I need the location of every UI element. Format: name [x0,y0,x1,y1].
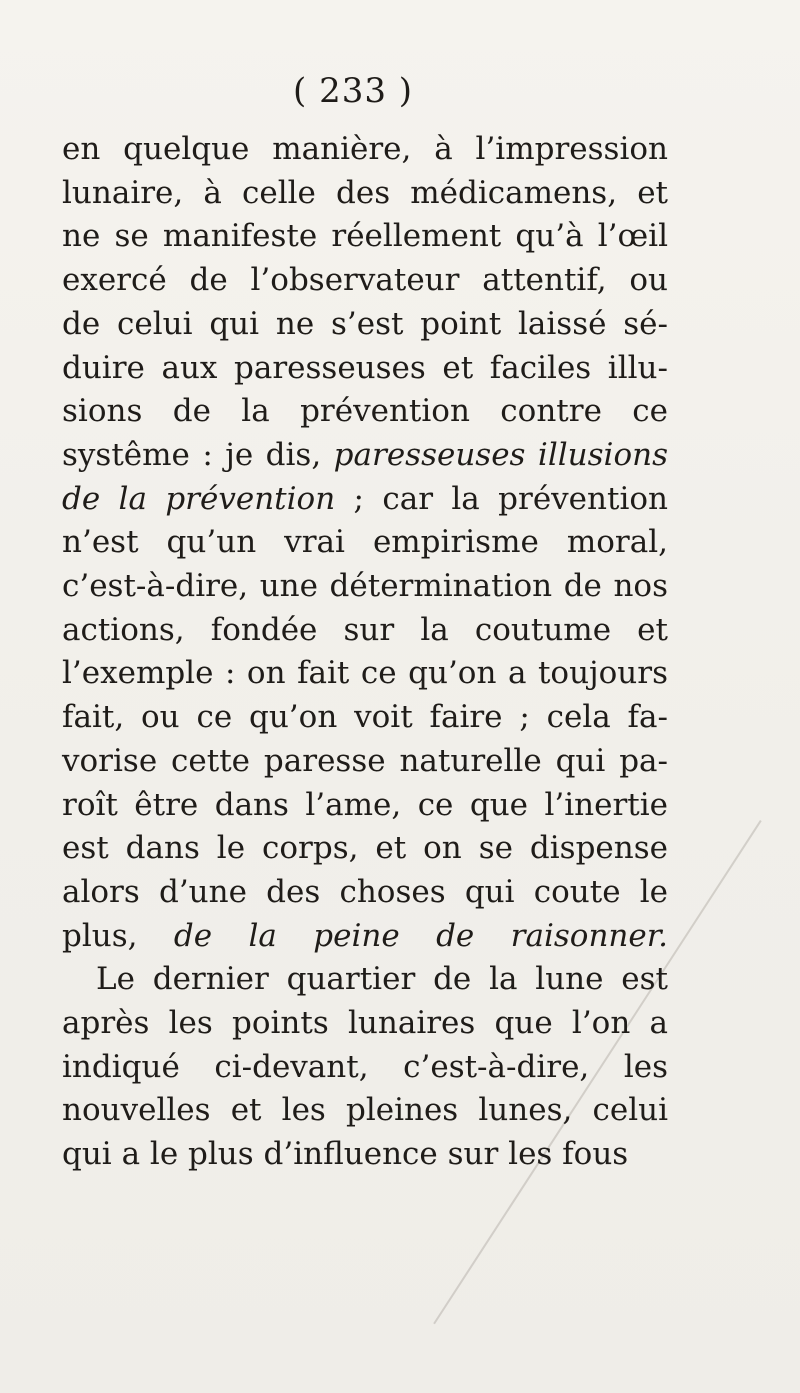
text-line [62,1133,668,1177]
text-segment: alors d’une des choses qui coute le [62,873,668,910]
text-line [62,1002,668,1046]
text-segment: l’exemple : on fait ce qu’on a toujours [62,655,668,692]
italic-text: de la prévention [62,480,336,517]
text-segment: ; car la prévention [335,480,668,517]
text-line [62,259,668,303]
text-line [62,784,668,828]
text-line [62,478,668,522]
text-line [62,1046,668,1090]
body-text [62,128,668,1177]
text-line [62,390,668,434]
italic-text: de la peine de raisonner. [173,917,668,954]
text-segment: fait, ou ce qu’on voit faire ; cela fa- [62,699,668,736]
text-segment: roît être dans l’ame, ce que l’inertie [62,786,668,823]
text-line [62,740,668,784]
page-number: ( 233 ) [293,71,414,111]
text-segment: actions, fondée sur la coutume et [62,611,668,648]
text-segment: plus, [62,917,174,954]
text-segment: c’est-à-dire, une détermination de nos [62,568,668,605]
text-segment: vorise cette paresse naturelle qui pa- [62,742,668,779]
text-segment: indiqué ci-devant, c’est-à-dire, les [62,1048,668,1085]
text-line [62,827,668,871]
text-line [62,1089,668,1133]
text-line [62,521,668,565]
italic-text: paresseuses illusions [333,436,668,473]
text-segment: nouvelles et les pleines lunes, celui [62,1092,668,1129]
text-line [62,652,668,696]
text-line [62,303,668,347]
text-line [62,958,668,1002]
text-line [62,609,668,653]
text-line [62,871,668,915]
text-line [62,128,668,172]
text-line [62,434,668,478]
text-line [62,347,668,391]
text-segment: Le dernier quartier de la lune est [96,961,668,998]
text-segment: après les points lunaires que l’on a [62,1005,668,1042]
text-line [62,215,668,259]
text-segment: exercé de l’observateur attentif, ou [62,262,668,299]
text-segment: en quelque manière, à l’impression [62,131,668,167]
text-segment: qui a le plus d’influence sur les fous [62,1136,629,1173]
text-segment: sions de la prévention contre ce [62,393,668,430]
text-segment: est dans le corps, et on se dispense [62,830,668,867]
text-segment: duire aux paresseuses et faciles illu- [62,349,668,386]
text-segment: ne se manifeste réellement qu’à l’œil [62,218,668,255]
text-line [62,172,668,216]
text-line [62,696,668,740]
text-line [62,565,668,609]
text-line [62,915,668,959]
text-segment: lunaire, à celle des médicamens, et [62,174,668,211]
text-segment: systême : je dis, [62,436,334,473]
text-segment: n’est qu’un vrai empirisme moral, [62,524,668,561]
text-segment: de celui qui ne s’est point laissé sé- [62,305,668,342]
